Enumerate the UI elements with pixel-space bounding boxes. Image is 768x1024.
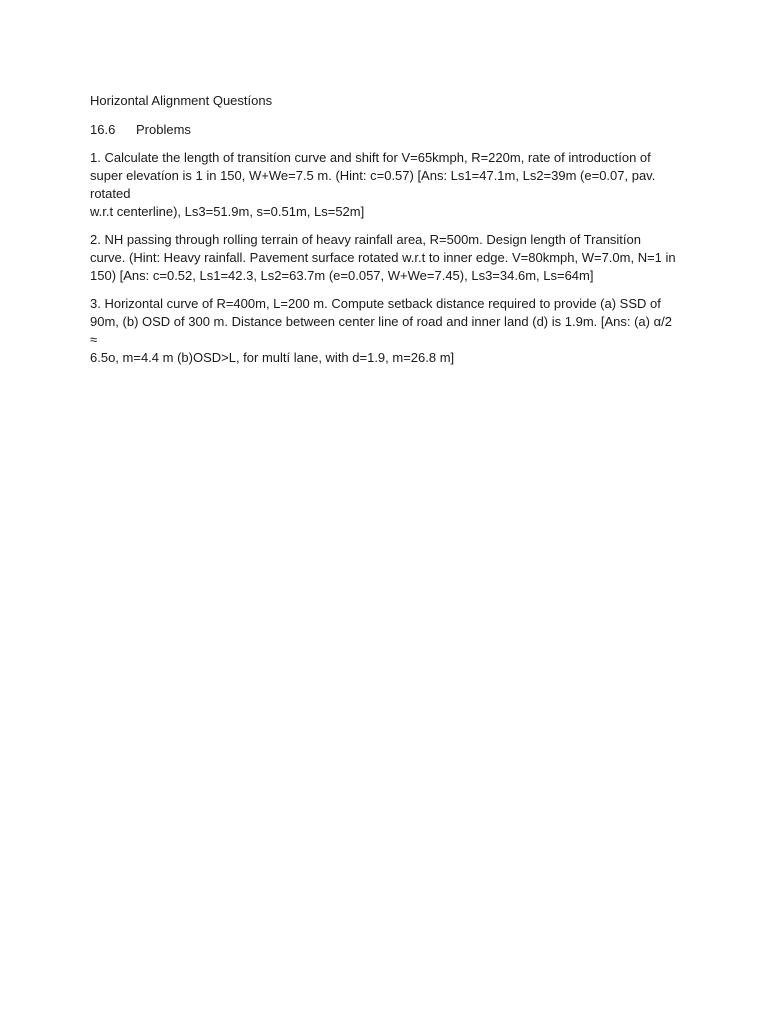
problem-3: 3. Horizontal curve of R=400m, L=200 m. Compute setback distance required to provide (a) SSD of 90m, (b) OSD of 300 m. Distance between center line of road and inner land (d) is 1.9m. [Ans: (a) α/2 ≈ 6.5o, m=4.4 m (b)OSD>L, for multí lane, with d=1.9, m=26.8 m] [90,296,672,365]
problem-1: 1. Calculate the length of transitíon curve and shift for V=65kmph, R=220m, rate of introductíon of super elevatíon is 1 in 150, W+We=7.5 m. (Hint: c=0.57) [Ans: Ls1=47.1m, Ls2=39m (e=0.07, pav. rotated w.r.t centerline), Ls3=51.9m, s=0.51m, Ls=52m] [90,150,656,219]
section-number: 16.6 [90,122,116,137]
section-heading [90,120,680,140]
document-title: Horizontal Alignment Questíons [90,93,273,108]
section-title: Problems [136,122,191,137]
document-page [90,91,680,377]
problem-2: 2. NH passing through rolling terrain of heavy rainfall area, R=500m. Design length of Transitíon curve. (Hint: Heavy rainfall. Pavement surface rotated w.r.t to inner edge. V=80kmph, W=7.0m, N=1 in 150) [Ans: c=0.52, Ls1=42.3, Ls2=63.7m (e=0.057, W+We=7.45), Ls3=34.6m, Ls=64m] [90,232,676,283]
